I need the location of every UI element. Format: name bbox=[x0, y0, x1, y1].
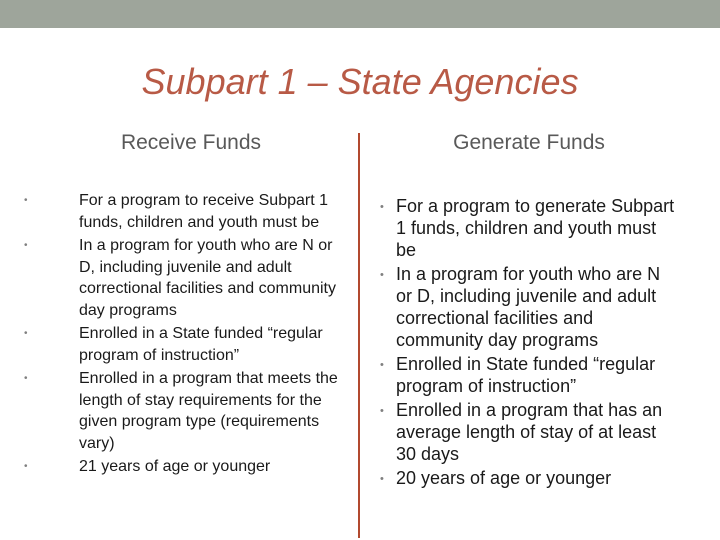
list-item-text: Enrolled in a State funded “regular program of instruction” bbox=[79, 325, 323, 364]
bullet-icon: • bbox=[380, 405, 384, 417]
generate-funds-heading: Generate Funds bbox=[453, 131, 605, 154]
list-item-text: Enrolled in State funded “regular program of instruction” bbox=[396, 354, 656, 396]
column-divider bbox=[358, 133, 360, 538]
top-accent-bar bbox=[0, 0, 720, 28]
list-item bbox=[380, 195, 680, 261]
bullet-icon: • bbox=[24, 195, 28, 206]
list-item-text: Enrolled in a program that has an average length of stay of at least 30 days bbox=[396, 400, 663, 464]
list-item bbox=[24, 235, 344, 321]
receive-funds-heading: Receive Funds bbox=[120, 131, 262, 154]
list-item bbox=[380, 399, 680, 465]
bullet-icon: • bbox=[380, 359, 384, 371]
list-item bbox=[24, 456, 344, 478]
list-item bbox=[24, 190, 344, 233]
list-item bbox=[24, 323, 344, 366]
list-item-text: 20 years of age or younger bbox=[396, 468, 612, 488]
bullet-icon: • bbox=[24, 240, 28, 251]
list-item-text: For a program to receive Subpart 1 funds, children and youth must be bbox=[79, 192, 329, 231]
list-item-text: 21 years of age or younger bbox=[79, 458, 271, 475]
generate-funds-list bbox=[380, 195, 680, 491]
list-item-text: In a program for youth who are N or D, including juvenile and adult correctional facilities and community day programs bbox=[79, 237, 336, 319]
bullet-icon: • bbox=[380, 201, 384, 213]
list-item bbox=[380, 467, 680, 489]
list-item bbox=[380, 263, 680, 351]
list-item bbox=[24, 368, 344, 454]
bullet-icon: • bbox=[24, 328, 28, 339]
list-item bbox=[380, 353, 680, 397]
slide-title: Subpart 1 – State Agencies bbox=[141, 61, 579, 102]
list-item-text: Enrolled in a program that meets the length of stay requirements for the given program type (requirements vary) bbox=[79, 370, 338, 452]
list-item-text: In a program for youth who are N or D, including juvenile and adult correctional facilities and community day programs bbox=[396, 264, 661, 350]
receive-funds-list bbox=[24, 190, 344, 480]
bullet-icon: • bbox=[24, 373, 28, 384]
bullet-icon: • bbox=[24, 461, 28, 472]
bullet-icon: • bbox=[380, 473, 384, 485]
bullet-icon: • bbox=[380, 269, 384, 281]
list-item-text: For a program to generate Subpart 1 funds, children and youth must be bbox=[396, 196, 675, 260]
